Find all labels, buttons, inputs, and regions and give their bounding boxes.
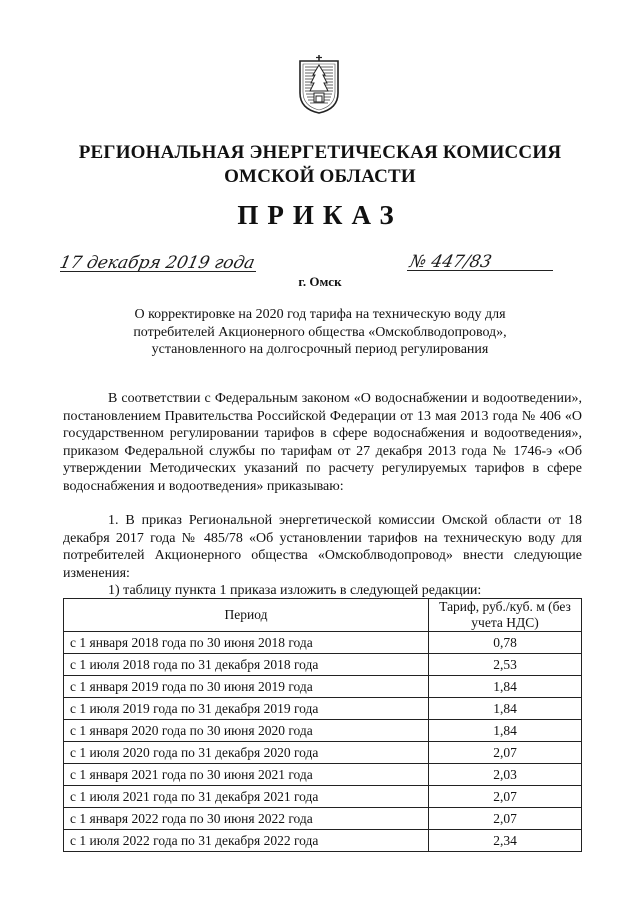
organization-name: РЕГИОНАЛЬНАЯ ЭНЕРГЕТИЧЕСКАЯ КОМИССИЯ: [78, 142, 562, 163]
table-row: [64, 676, 582, 698]
period-cell: с 1 июля 2021 года по 31 декабря 2021 года: [64, 786, 429, 808]
period-cell: с 1 января 2018 года по 30 июня 2018 года: [64, 632, 429, 654]
period-cell: с 1 июля 2019 года по 31 декабря 2019 года: [64, 698, 429, 720]
tariff-cell: 0,78: [429, 632, 582, 654]
table-row: [64, 698, 582, 720]
order-subject: О корректировке на 2020 год тарифа на техническую воду для потребителей Акционерного общества «Омскоблводопровод», установленного на долгосрочный период регулирования: [133, 307, 507, 357]
table-row: [64, 808, 582, 830]
table-row: [64, 786, 582, 808]
city-label: г. Омск: [298, 274, 342, 289]
tariff-cell: 2,07: [429, 808, 582, 830]
item-1-paragraph: 1. В приказ Региональной энергетической комиссии Омской области от 18 декабря 2017 года № 485/78 «Об установлении тарифов на техническую воду для потребителей Акционерного общества «Омскоблводопровод» внести следующие изменения:: [63, 513, 582, 581]
period-cell: с 1 января 2020 года по 30 июня 2020 года: [64, 720, 429, 742]
table-row: [64, 654, 582, 676]
period-cell: с 1 января 2019 года по 30 июня 2019 года: [64, 676, 429, 698]
column-header-tariff: Тариф, руб./куб. м (без учета НДС): [429, 599, 582, 632]
coat-of-arms-icon: [296, 55, 342, 115]
document-title: ПРИКАЗ: [237, 200, 403, 230]
table-row: [64, 742, 582, 764]
tariff-cell: 2,07: [429, 786, 582, 808]
period-cell: с 1 июля 2020 года по 31 декабря 2020 года: [64, 742, 429, 764]
preamble-paragraph: В соответствии с Федеральным законом «О водоснабжении и водоотведении», постановлением Правительства Российской Федерации от 13 мая 2013 года № 406 «О государственном регулировании тарифов в сфере водоснабжения и водоотведения», приказом Федеральной службы по тарифам от 27 декабря 2013 года № 1746-э «Об утверждении Методических указаний по расчету регулируемых тарифов в сфере водоснабжения и водоотведения» приказываю:: [63, 391, 582, 494]
table-row: [64, 764, 582, 786]
tariff-cell: 1,84: [429, 698, 582, 720]
table-row: [64, 720, 582, 742]
tariff-cell: 2,03: [429, 764, 582, 786]
period-cell: с 1 января 2021 года по 30 июня 2021 года: [64, 764, 429, 786]
tariff-cell: 2,34: [429, 830, 582, 852]
organization-region: ОМСКОЙ ОБЛАСТИ: [224, 166, 416, 187]
tariff-table: [63, 598, 582, 852]
number-underline: [407, 270, 553, 271]
table-row: [64, 830, 582, 852]
tariff-cell: 1,84: [429, 720, 582, 742]
column-header-period: Период: [64, 599, 429, 632]
subitem-1-paragraph: 1) таблицу пункта 1 приказа изложить в следующей редакции:: [108, 583, 482, 598]
table-row: [64, 632, 582, 654]
period-cell: с 1 января 2022 года по 30 июня 2022 года: [64, 808, 429, 830]
period-cell: с 1 июля 2022 года по 31 декабря 2022 года: [64, 830, 429, 852]
table-header-row: [64, 599, 582, 632]
tariff-cell: 1,84: [429, 676, 582, 698]
tariff-cell: 2,53: [429, 654, 582, 676]
date-underline: [60, 271, 256, 272]
period-cell: с 1 июля 2018 года по 31 декабря 2018 года: [64, 654, 429, 676]
handwritten-number: № 447/83: [407, 252, 494, 272]
handwritten-date: 17 декабря 2019 года: [57, 253, 257, 273]
tariff-cell: 2,07: [429, 742, 582, 764]
